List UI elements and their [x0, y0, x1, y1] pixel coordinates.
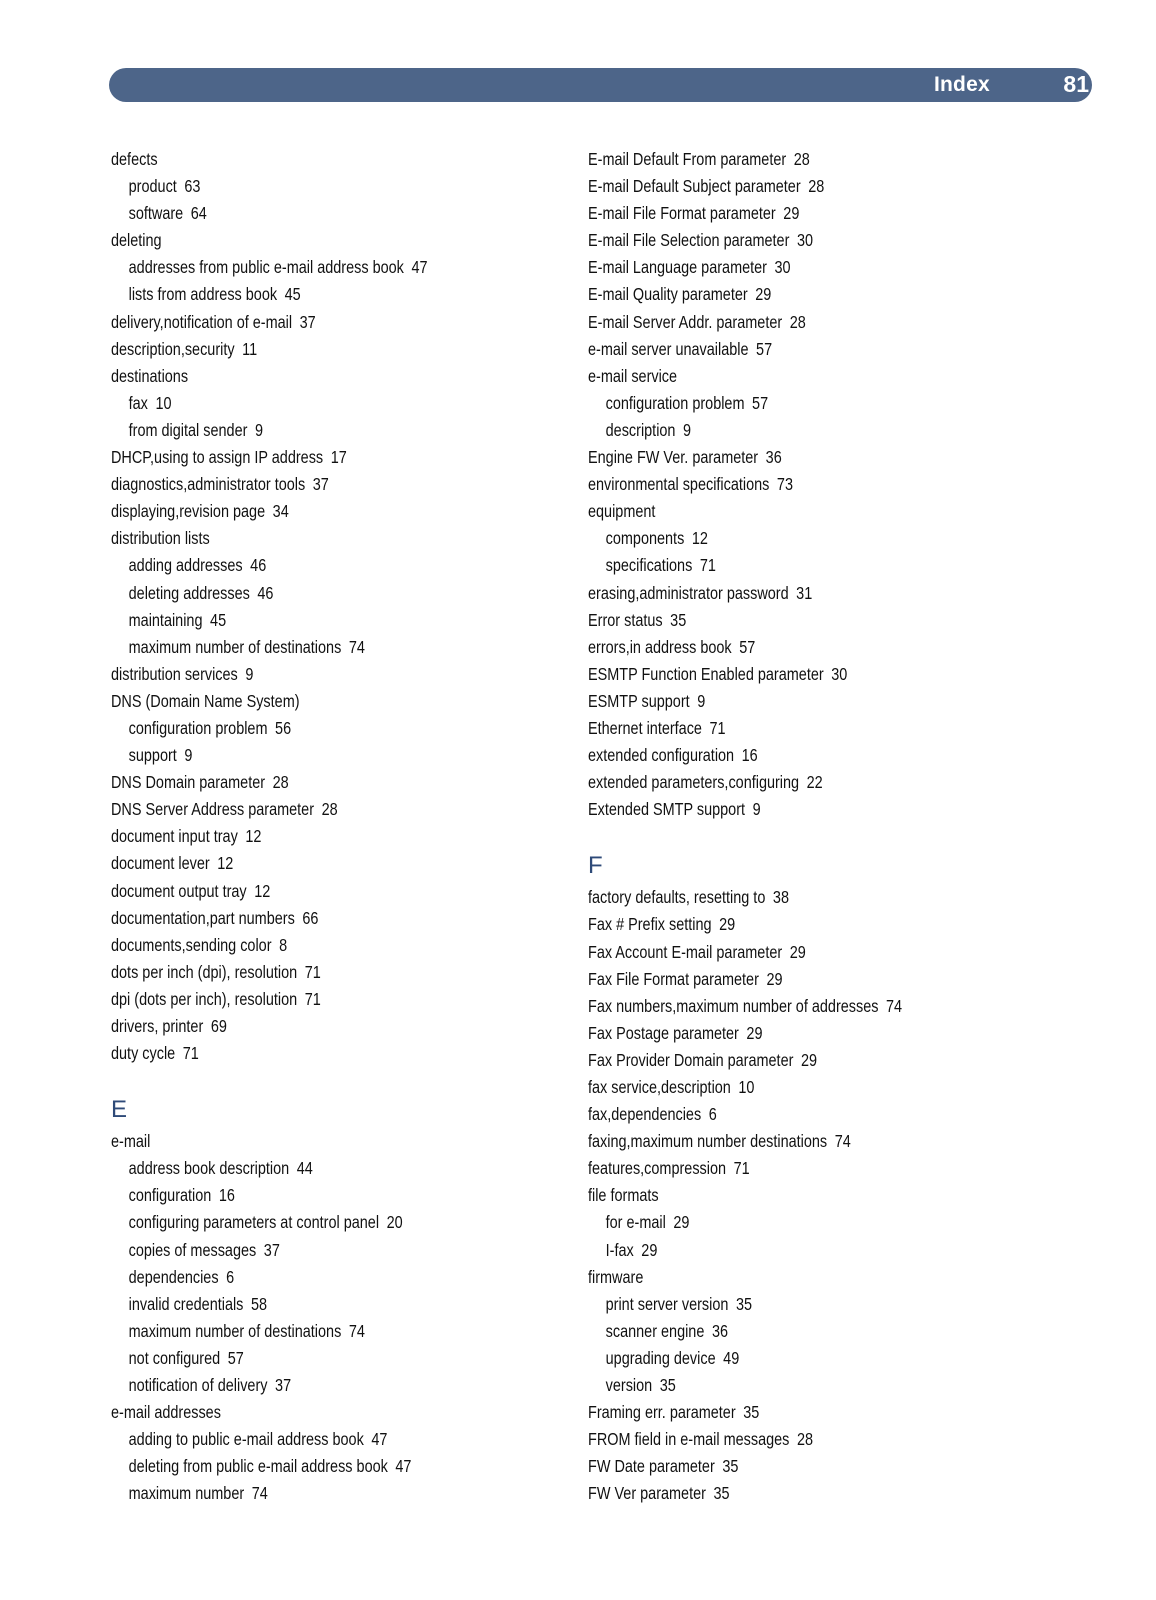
entry-page-number: 29: [673, 1212, 690, 1233]
index-subentry: [111, 715, 497, 742]
index-entry: [111, 959, 497, 986]
index-subentry: [111, 281, 497, 308]
entry-text: fax service,description: [588, 1077, 731, 1097]
entry-page-number: 47: [411, 257, 428, 278]
index-subentry: [111, 742, 497, 769]
index-entry: [588, 173, 974, 200]
entry-page-number: 74: [348, 636, 365, 657]
entry-text: Engine FW Ver. parameter: [588, 447, 759, 468]
index-subentry: [588, 1318, 974, 1345]
entry-page-number: 47: [371, 1429, 388, 1450]
entry-page-number: 8: [279, 934, 288, 955]
index-entry: [588, 444, 974, 471]
entry-text: Framing err. parameter: [588, 1402, 736, 1423]
entry-page-number: 12: [245, 826, 262, 847]
entry-text: Fax # Prefix setting: [588, 914, 712, 935]
index-column-left: [111, 146, 571, 1508]
entry-text: E-mail Server Addr. parameter: [588, 311, 783, 332]
entry-text: DNS Domain parameter: [111, 772, 266, 793]
entry-page-number: 29: [719, 914, 736, 935]
entry-text: configuration: [128, 1185, 212, 1206]
index-entry: [588, 281, 974, 308]
entry-text: maximum number of destinations: [128, 1320, 342, 1341]
entry-page-number: 29: [755, 284, 772, 305]
entry-text: FROM field in e-mail messages: [588, 1429, 790, 1450]
index-entry: [111, 1399, 497, 1426]
entry-page-number: 71: [733, 1158, 750, 1179]
entry-text: maximum number: [128, 1483, 245, 1504]
entry-page-number: 9: [254, 419, 264, 440]
entry-page-number: 37: [312, 474, 329, 495]
index-entry: [588, 336, 974, 363]
entry-text: product: [128, 176, 177, 197]
index-entry: [588, 227, 974, 254]
entry-text: E-mail Default Subject parameter: [588, 176, 801, 197]
index-subentry: [111, 1209, 497, 1236]
index-subentry: [111, 1345, 497, 1372]
entry-page-number: 29: [746, 1022, 763, 1043]
entry-text: Fax File Format parameter: [588, 968, 759, 989]
entry-page-number: 35: [713, 1483, 730, 1504]
index-subentry: [111, 417, 497, 444]
index-entry: [588, 309, 974, 336]
entry-text: copies of messages: [128, 1239, 257, 1260]
index-entry: [111, 444, 497, 471]
index-entry: [111, 823, 497, 850]
entry-text: address book description: [128, 1158, 290, 1179]
index-entry: [588, 634, 974, 661]
index-subentry: [111, 173, 497, 200]
entry-text: E-mail File Selection parameter: [588, 230, 790, 251]
entry-page-number: 29: [783, 203, 800, 224]
entry-page-number: 28: [272, 772, 289, 793]
index-subentry: [111, 1155, 497, 1182]
entry-text: Fax numbers,maximum number of addresses: [588, 995, 879, 1016]
entry-page-number: 9: [752, 799, 761, 820]
entry-text: FW Ver parameter: [588, 1483, 706, 1504]
index-entry: [111, 498, 497, 525]
entry-page-number: 29: [800, 1049, 818, 1070]
index-subentry: [588, 525, 974, 552]
entry-page-number: 9: [683, 419, 692, 440]
entry-text: errors,in address book: [588, 636, 732, 657]
entry-page-number: 35: [743, 1402, 760, 1423]
index-entry: [588, 200, 974, 227]
entry-text: delivery,notification of e-mail: [111, 311, 293, 332]
entry-text: addresses from public e-mail address book: [128, 257, 404, 278]
index-entry: [588, 1399, 974, 1426]
entry-text: e-mail: [111, 1131, 151, 1152]
entry-text: destinations: [111, 365, 189, 386]
index-entry: [588, 363, 974, 390]
entry-text: invalid credentials: [128, 1293, 244, 1314]
entry-page-number: 38: [772, 887, 789, 908]
entry-text: E-mail Quality parameter: [588, 284, 748, 305]
page-number: 81: [1063, 71, 1089, 97]
entry-text: duty cycle: [111, 1043, 176, 1064]
index-subentry: [111, 634, 497, 661]
index-entry: [111, 227, 497, 254]
index-entry: [111, 1013, 497, 1040]
entry-text: defects: [111, 149, 158, 169]
entry-text: dpi (dots per inch), resolution: [111, 988, 298, 1009]
index-entry: [111, 905, 497, 932]
entry-page-number: 37: [263, 1239, 280, 1260]
index-subentry: [588, 1237, 974, 1264]
entry-text: notification of delivery: [128, 1375, 268, 1396]
entry-page-number: 56: [275, 717, 292, 738]
index-entry: [111, 986, 497, 1013]
entry-text: maximum number of destinations: [128, 636, 342, 657]
entry-text: dependencies: [128, 1266, 219, 1287]
entry-text: e-mail server unavailable: [588, 338, 749, 359]
index-entry: [111, 688, 497, 715]
entry-text: configuration problem: [605, 392, 745, 413]
index-entry: [588, 254, 974, 281]
section-letter: F: [588, 852, 603, 880]
index-entry: [588, 911, 974, 938]
index-entry: [588, 498, 974, 525]
entry-page-number: 71: [182, 1043, 199, 1064]
entry-page-number: 20: [386, 1212, 403, 1233]
index-entry: [588, 796, 974, 823]
entry-page-number: 74: [348, 1320, 365, 1341]
entry-text: E-mail Language parameter: [588, 257, 767, 278]
index-subentry: [111, 607, 497, 634]
index-entry: [111, 525, 497, 552]
entry-page-number: 35: [735, 1293, 753, 1314]
entry-page-number: 69: [210, 1016, 227, 1036]
entry-text: firmware: [588, 1266, 644, 1287]
entry-text: erasing,administrator password: [588, 582, 789, 603]
index-entry: [111, 471, 497, 498]
entry-page-number: 29: [789, 941, 806, 962]
index-entry: [588, 769, 974, 796]
entry-text: dots per inch (dpi), resolution: [111, 961, 298, 982]
entry-page-number: 28: [808, 176, 825, 197]
entry-text: Fax Account E-mail parameter: [588, 941, 783, 962]
entry-page-number: 17: [330, 447, 347, 468]
entry-text: distribution services: [111, 663, 238, 684]
index-entry: [588, 1264, 974, 1291]
index-subentry: [111, 1372, 497, 1399]
index-subentry: [588, 552, 974, 579]
index-entry: [588, 1480, 974, 1507]
entry-text: I-fax: [605, 1239, 634, 1260]
page-title: Index: [934, 73, 990, 96]
index-subentry: [111, 1453, 497, 1480]
index-subentry: [111, 1426, 497, 1453]
entry-page-number: 9: [184, 745, 193, 766]
index-entry: [111, 769, 497, 796]
index-subentry: [111, 200, 497, 227]
entry-text: description: [605, 419, 676, 440]
entry-text: diagnostics,administrator tools: [111, 474, 306, 495]
entry-page-number: 71: [699, 555, 716, 576]
index-entry: [588, 966, 974, 993]
entry-text: documentation,part numbers: [111, 907, 295, 928]
entry-text: adding to public e-mail address book: [128, 1429, 364, 1450]
entry-page-number: 64: [190, 203, 207, 224]
entry-page-number: 47: [395, 1456, 412, 1477]
entry-text: DNS Server Address parameter: [111, 799, 315, 820]
entry-page-number: 28: [793, 149, 810, 169]
index-entry: [111, 661, 497, 688]
entry-text: fax,dependencies: [588, 1104, 702, 1125]
entry-text: documents,sending color: [111, 934, 272, 955]
entry-text: deleting addresses: [128, 582, 250, 603]
section-letter: E: [111, 1096, 128, 1124]
entry-text: for e-mail: [605, 1212, 666, 1233]
entry-text: upgrading device: [605, 1347, 716, 1368]
entry-page-number: 12: [691, 528, 708, 549]
entry-page-number: 28: [789, 311, 806, 332]
entry-page-number: 6: [226, 1266, 235, 1287]
entry-text: displaying,revision page: [111, 501, 266, 522]
index-subentry: [111, 390, 497, 417]
entry-page-number: 12: [217, 853, 234, 874]
index-entry: [111, 363, 497, 390]
index-entry: [111, 146, 497, 173]
index-entry: [588, 1182, 974, 1209]
index-entry: [588, 1101, 974, 1128]
index-entry: [588, 742, 974, 769]
index-subentry: [111, 1237, 497, 1264]
entry-page-number: 46: [250, 555, 267, 576]
entry-page-number: 29: [766, 968, 783, 989]
entry-text: specifications: [605, 555, 693, 576]
index-column-right: [588, 146, 1048, 1508]
entry-text: deleting: [111, 230, 162, 251]
entry-page-number: 31: [796, 582, 813, 603]
entry-text: adding addresses: [128, 555, 243, 576]
index-subentry: [111, 1480, 497, 1507]
entry-text: document lever: [111, 853, 210, 874]
entry-text: DNS (Domain Name System): [111, 690, 300, 711]
entry-page-number: 9: [245, 663, 254, 684]
index-subentry: [588, 390, 974, 417]
index-subentry: [588, 1291, 974, 1318]
entry-text: Ethernet interface: [588, 717, 702, 738]
entry-text: document input tray: [111, 826, 238, 847]
index-subentry: [588, 417, 974, 444]
entry-page-number: 49: [723, 1347, 740, 1368]
entry-page-number: 44: [296, 1158, 313, 1179]
entry-page-number: 63: [184, 176, 201, 197]
entry-page-number: 36: [765, 447, 782, 468]
entry-text: Error status: [588, 609, 663, 630]
entry-text: e-mail addresses: [111, 1402, 221, 1423]
entry-page-number: 45: [210, 609, 227, 630]
entry-page-number: 35: [670, 609, 687, 630]
entry-text: FW Date parameter: [588, 1456, 715, 1477]
entry-text: not configured: [128, 1347, 221, 1368]
entry-text: support: [128, 745, 177, 766]
index-subentry: [111, 1318, 497, 1345]
index-subentry: [111, 552, 497, 579]
entry-page-number: 57: [756, 338, 773, 359]
entry-page-number: 22: [806, 772, 823, 793]
entry-text: E-mail Default From parameter: [588, 149, 787, 169]
entry-text: description,security: [111, 338, 235, 359]
index-entry: [588, 1128, 974, 1155]
entry-page-number: 9: [697, 690, 706, 711]
entry-page-number: 35: [659, 1375, 676, 1396]
entry-text: configuration problem: [128, 717, 268, 738]
entry-text: DHCP,using to assign IP address: [111, 447, 324, 468]
entry-text: from digital sender: [128, 419, 248, 440]
entry-text: extended configuration: [588, 745, 735, 766]
index-entry: [111, 1128, 497, 1155]
index-subentry: [111, 1264, 497, 1291]
index-subentry: [588, 1209, 974, 1236]
entry-page-number: 71: [304, 988, 321, 1009]
entry-page-number: 30: [774, 257, 791, 278]
index-entry: [588, 661, 974, 688]
entry-text: deleting from public e-mail address book: [128, 1456, 388, 1477]
entry-text: E-mail File Format parameter: [588, 203, 776, 224]
index-entry: [588, 688, 974, 715]
entry-text: e-mail service: [588, 365, 678, 386]
index-subentry: [111, 1291, 497, 1318]
entry-text: equipment: [588, 501, 656, 522]
entry-text: extended parameters,configuring: [588, 772, 800, 793]
index-entry: [588, 1453, 974, 1480]
entry-text: document output tray: [111, 880, 247, 901]
entry-page-number: 57: [752, 392, 769, 413]
entry-page-number: 71: [304, 961, 321, 982]
entry-page-number: 74: [886, 995, 903, 1016]
entry-page-number: 10: [738, 1077, 755, 1097]
index-entry: [588, 1155, 974, 1182]
entry-text: scanner engine: [605, 1320, 705, 1341]
index-entry: [111, 796, 497, 823]
entry-page-number: 58: [250, 1293, 268, 1314]
entry-page-number: 71: [709, 717, 726, 738]
entry-page-number: 37: [299, 311, 316, 332]
entry-text: lists from address book: [128, 284, 278, 305]
entry-text: environmental specifications: [588, 474, 770, 495]
entry-page-number: 30: [796, 230, 814, 251]
index-entry: [588, 715, 974, 742]
entry-page-number: 16: [218, 1185, 235, 1206]
entry-text: print server version: [605, 1293, 729, 1314]
index-entry: [111, 1040, 497, 1067]
index-entry: [588, 580, 974, 607]
entry-text: features,compression: [588, 1158, 727, 1179]
entry-page-number: 34: [272, 501, 289, 522]
index-entry: [111, 932, 497, 959]
index-subentry: [111, 254, 497, 281]
index-entry: [588, 471, 974, 498]
index-entry: [111, 336, 497, 363]
entry-text: components: [605, 528, 685, 549]
entry-text: ESMTP Function Enabled parameter: [588, 663, 824, 684]
entry-page-number: 12: [254, 880, 271, 901]
index-entry: [588, 993, 974, 1020]
entry-text: maintaining: [128, 609, 203, 630]
index-entry: [111, 878, 497, 905]
entry-page-number: 16: [741, 745, 758, 766]
entry-page-number: 35: [722, 1456, 739, 1477]
entry-text: Extended SMTP support: [588, 799, 746, 820]
entry-text: ESMTP support: [588, 690, 690, 711]
index-subentry: [588, 1345, 974, 1372]
entry-page-number: 10: [155, 392, 172, 413]
index-entry: [588, 146, 974, 173]
entry-page-number: 36: [711, 1320, 729, 1341]
index-entry: [588, 1047, 974, 1074]
entry-text: Fax Provider Domain parameter: [588, 1049, 794, 1070]
index-entry: [111, 309, 497, 336]
index-entry: [111, 850, 497, 877]
entry-text: faxing,maximum number destinations: [588, 1131, 828, 1152]
entry-text: Fax Postage parameter: [588, 1022, 739, 1043]
entry-page-number: 74: [251, 1483, 268, 1504]
index-entry: [588, 884, 974, 911]
entry-page-number: 29: [641, 1239, 658, 1260]
entry-text: factory defaults, resetting to: [588, 887, 766, 908]
entry-page-number: 57: [227, 1347, 244, 1368]
entry-text: drivers, printer: [111, 1016, 204, 1036]
entry-page-number: 28: [321, 799, 338, 820]
entry-page-number: 37: [275, 1375, 292, 1396]
entry-page-number: 30: [831, 663, 848, 684]
entry-page-number: 45: [284, 284, 301, 305]
entry-text: fax: [128, 392, 148, 413]
entry-text: file formats: [588, 1185, 659, 1206]
index-entry: [588, 1020, 974, 1047]
entry-text: software: [128, 203, 184, 224]
entry-text: version: [605, 1375, 653, 1396]
index-entry: [588, 1426, 974, 1453]
index-entry: [588, 1074, 974, 1101]
entry-page-number: 28: [796, 1429, 814, 1450]
entry-text: distribution lists: [111, 528, 210, 549]
index-entry: [588, 939, 974, 966]
entry-page-number: 73: [776, 474, 793, 495]
entry-page-number: 57: [739, 636, 756, 657]
index-subentry: [111, 580, 497, 607]
index-entry: [588, 607, 974, 634]
entry-page-number: 6: [708, 1104, 717, 1125]
entry-page-number: 46: [257, 582, 274, 603]
entry-page-number: 74: [834, 1131, 851, 1152]
index-subentry: [588, 1372, 974, 1399]
index-subentry: [111, 1182, 497, 1209]
entry-text: configuring parameters at control panel: [128, 1212, 380, 1233]
entry-page-number: 66: [302, 907, 319, 928]
entry-page-number: 11: [242, 338, 258, 359]
